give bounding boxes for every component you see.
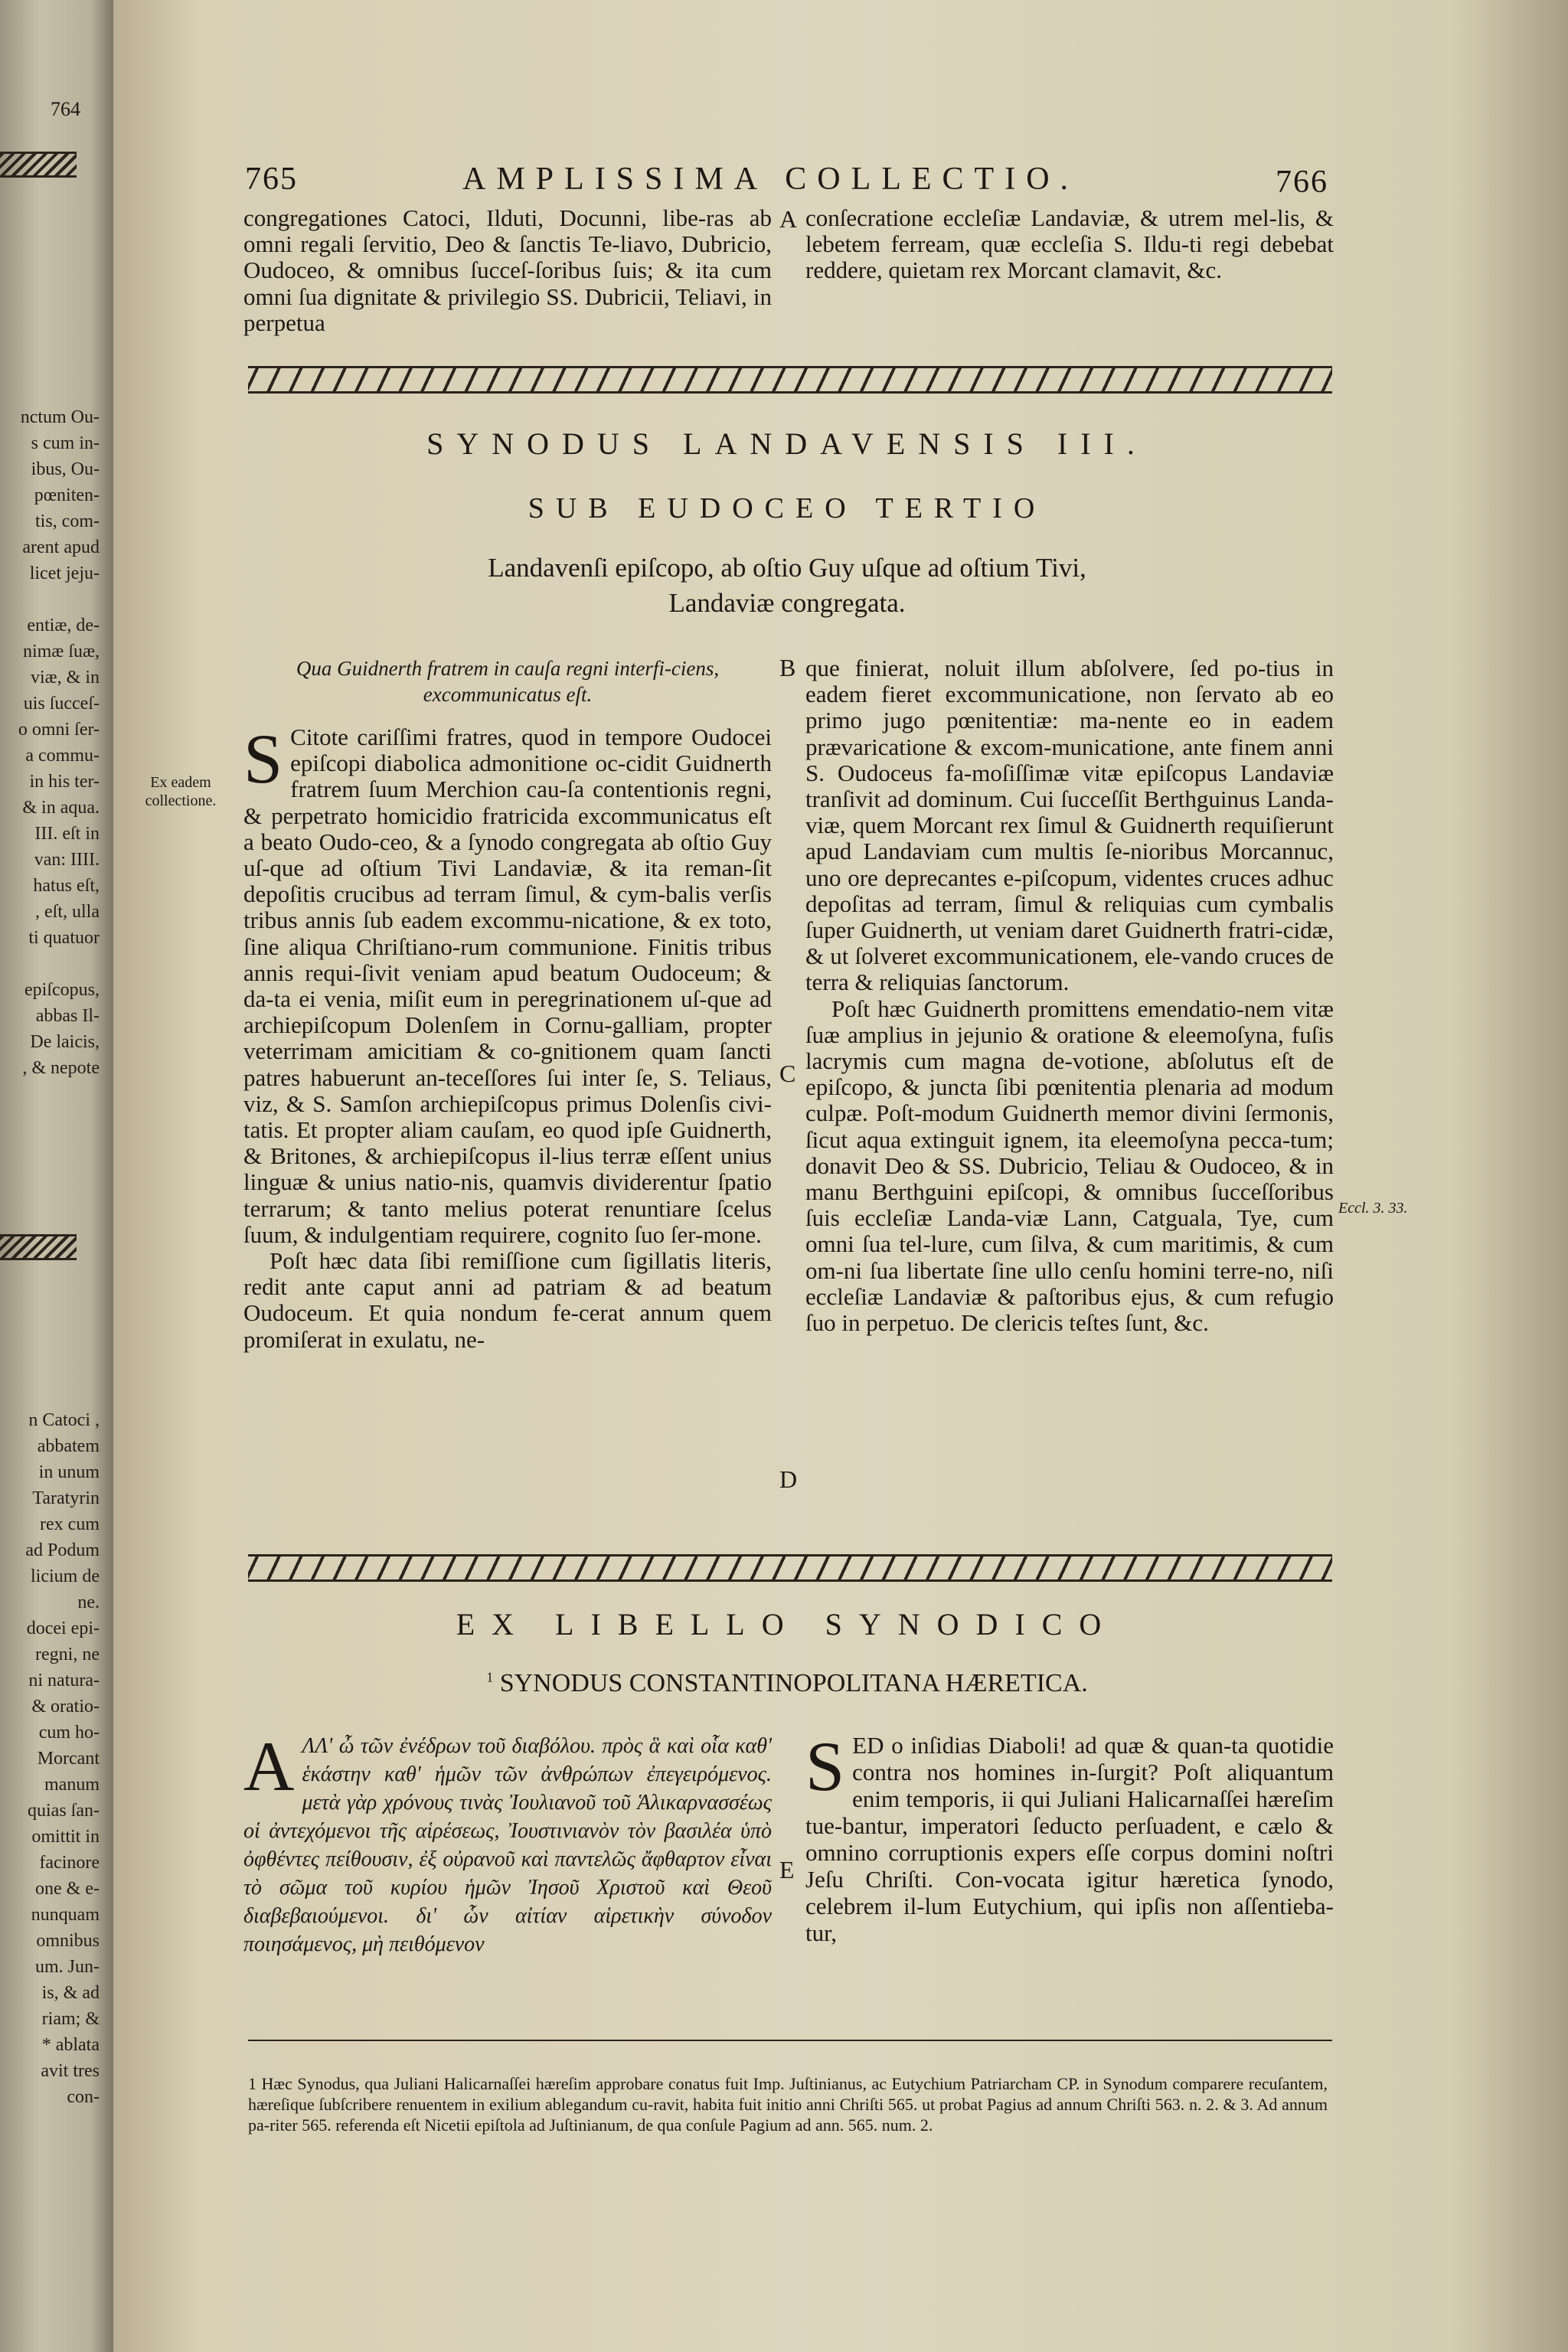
synod-right-column	[805, 655, 1334, 1336]
drop-cap: S	[243, 720, 283, 798]
synod-subtitle: SUB EUDOCEO TERTIO	[528, 492, 1047, 524]
facing-page-text-top: nctum Ou- s cum in- ibus, Ou- pœniten- tis, com- arent apud licet jeju- entiæ, de- nimæ ſuæ, viæ, & in uis ſucceſ- o omni ſer- a commu- in his ter- & in aqua. III. eſt in van: IIII. hatus eſt, , eſt, ulla ti quatuor epiſcopus, abbas Il- De laicis, , & nepote	[18, 407, 100, 1078]
latin-column	[805, 1727, 1334, 1946]
ornament-divider	[248, 1554, 1332, 1582]
synod-description-line1: Landavenſi epiſcopo, ab oſtio Guy uſque ad oſtium Tivi,	[488, 553, 1086, 583]
facing-page-number: 764	[51, 98, 80, 120]
libellus-title: EX LIBELLO SYNODICO	[456, 1607, 1119, 1642]
latin-drop-cap: S	[805, 1727, 845, 1805]
section-marker-d: D	[779, 1465, 798, 1493]
page-number-right: 766	[1276, 165, 1328, 200]
footnote-rule	[248, 2040, 1332, 2041]
margin-note-source: Ex eadem collectione.	[145, 774, 217, 809]
page-number-left: 765	[245, 162, 298, 197]
running-title: AMPLISSIMA COLLECTIO.	[462, 162, 1080, 197]
top-right-column: conſecratione eccleſiæ Landaviæ, & utrem mel-lis, & lebetem ferream, quæ eccleſia S. Ildu-ti regi debebat reddere, quietam rex Morcant clamavit, &c.	[805, 204, 1334, 284]
latin-text: ED o inſidias Diaboli! ad quæ & quan-ta quotidie contra nos homines in-ſurgit? Poſt aliquantum enim temporis, ii qui Juliani Halicarnaſſei hæreſim tue-bantur, imperatori ſeducto perſuadent, e cælo & omnino corruptionis expers eſſe corpus domini noſtri Jeſu Chriſti. Con-vocata igitur hæretica ſynodo, celebrem il-lum Eutychium, qui ipſis non aſſentieba-tur,	[805, 1732, 1334, 1946]
synod-left-paragraph-2: Poſt hæc data ſibi remiſſione cum ſigillatis literis, redit ante caput anni ad patriam & ad beatum Oudoceum. Et quia nondum fe-cerat annum quem promiſerat in exulatu, ne-	[243, 1247, 772, 1353]
synod-left-paragraph-1: Citote cariſſimi fratres, quod in tempore Oudocei epiſcopi diabolica admonitione oc-cidit Guidnerth fratrem ſuum Merchion cau-ſa contentionis regni, & perpetrato homicidio fratricida excommunicatus eſt a beato Oudo-ceo, & a ſynodo congregata ab oſtio Guy uſ-que ad oſtium Tivi Landaviæ, & ita reman-ſit depoſitis crucibus ad terram ſimul, & cym-balis verſis tribus annis ſub eadem excommu-nicatione, & ex toto, ſine aliqua Chriſtiano-rum communione. Finitis tribus annis requi-ſivit veniam apud beatum Oudoceum; & da-ta ei venia, miſit eum in peregrinationem uſ-que ad archiepiſcopum Dolenſem in Cornu-galliam, propter veterrimam amicitiam & co-gnitionem quam ſancti patres habuerunt an-teceſſores ſui inter ſe, S. Teliaus, viz, & S. Samſon archiepiſcopus primus Dolenſis civi-tatis. Et propter aliam cauſam, eo quod ipſe Guidnerth, & Britones, & archiepiſcopus il-lius terræ eſſent unius linguæ & unius natio-nis, quamvis dividerentur ſpatio terrarum; & tanto melius poterat renuntiare ſcelus ſuum, & indulgentiam requirere, cognito ſuo ſer-mone.	[243, 724, 772, 1248]
ornament-band	[0, 1234, 77, 1260]
greek-drop-cap: Α	[243, 1727, 295, 1805]
facing-page-fragment	[0, 0, 113, 2352]
synod-left-column	[243, 720, 772, 1353]
synod-right-paragraph-1: que finierat, noluit illum abſolvere, ſed po-tius in eadem fieret excommunicatione, non ſervato ab eo primo jugo pœnitentiæ: ma-nente eo in eadem prævaricatione & excom-municatione, ante finem anni S. Oudoceus fa-moſiſſimæ vitæ epiſcopus Landaviæ tranſivit ad dominum. Cui ſucceſſit Berthguinus Landa-viæ, quem Morcant rex ſimul & Guidnerth requiſierunt apud Landaviam cum multis ſe-nioribus Morcannuc, uno ore deprecantes e-piſcopum, videntes cruces adhuc depoſitas ad terram, ſimul & reliquias cum cymbalis ſuper Guidnerth, ut veniam daret Guidnerth fratri-cidæ, & ut ſolveret excommunicationem, ele-vando cruces de terra & reliquias ſanctorum.	[805, 655, 1334, 996]
greek-text: ΛΛ' ὦ τῶν ἐνέδρων τοῦ διαβόλου. πρὸς ἃ καὶ οἷα καθ' ἑκάστην καθ' ἡμῶν τῶν ἀνθρώπων ἐπεγειρόμενος. μετὰ γὰρ χρόνους τινὰς Ἰουλιανοῦ τοῦ Ἁλικαρνασσέως οἱ ἀντεχόμενοι τῆς αἱρέσεως, Ἰουστινιανὸν τὸν βασιλέα ὑπὸ ὀφθέντες πείθουσιν, ἐξ οὐρανοῦ καὶ παντελῶς ἄφθαρτον εἶναι τὸ σῶμα τοῦ κυρίου ἡμῶν Ἰησοῦ Χριστοῦ καὶ Θεοῦ διαβεβαιούμενοι. δι' ὧν αἰτίαν αἱρετικὴν σύνοδον ποιησάμενος, μὴ πειθόμενον	[243, 1734, 772, 1956]
synod-summary-heading: Qua Guidnerth fratrem in cauſa regni interfi-ciens, excommunicatus eſt.	[296, 657, 720, 706]
synod-title: SYNODUS LANDAVENSIS III.	[426, 426, 1148, 461]
synod-right-paragraph-2: Poſt hæc Guidnerth promittens emendatio-nem vitæ ſuæ amplius in jejunio & oratione & eleemoſyna, fuſis lacrymis cum magna de-votione, abſolutus eſt de epiſcopo, & juncta ſibi pœnitentia plenaria ad modum culpæ. Poſt-modum Guidnerth memor divini ſermonis, ſicut aqua extinguit ignem, ita eleemoſyna pecca-tum; donavit Deo & SS. Dubricio, Teliau & Oudoceo, & in manu Berthguini epiſcopi, & omnibus ſucceſſoribus ſuis eccleſiæ Landa-viæ Lann, Catguala, Tye, cum omni ſua tel-lure, cum ſilva, & cum maritimis, & cum om-ni ſua libertate ſine ullo cenſu homini terre-no, niſi eccleſiæ Landaviæ & paſtoribus ejus, & cum refugio ſuo in perpetuo. De clericis teſtes ſunt, &c.	[805, 995, 1334, 1337]
section-marker-b: B	[779, 654, 796, 681]
section-marker-c: C	[779, 1060, 796, 1087]
synod-description-line2: Landaviæ congregata.	[668, 588, 906, 618]
libellus-subtitle: SYNODUS CONSTANTINOPOLITANA HÆRETICA.	[499, 1669, 1088, 1697]
section-marker-a: A	[779, 205, 798, 233]
ornament-divider	[248, 366, 1332, 394]
margin-note-scripture: Eccl. 3. 33.	[1338, 1200, 1408, 1217]
main-page	[113, 0, 1568, 2352]
footnote-text: 1 Hæc Synodus, qua Juliani Halicarnaſſei hæreſim approbare conatus fuit Imp. Juſtinianus, ac Eutychium Patriarcham CP. in Synodum comparere recuſantem, hæreſique ſubſcribere renuentem in exilium ablegandum cu-ravit, habita fuit initio anni Chriſti 565. ut probat Pagius ad annum Chriſti 563. n. 2. & 3. Ad annum pa-riter 565. referenda eſt Nicetii epiſtola ad Juſtinianum, de qua conſule Pagium ad ann. 565. num. 2.	[248, 2074, 1328, 2135]
greek-column	[243, 1727, 772, 1958]
libellus-subtitle-line	[228, 1669, 1346, 1698]
footnote-reference: 1	[486, 1669, 494, 1685]
top-left-column: congregationes Catoci, Ilduti, Docunni, libe-ras ab omni regali ſervitio, Deo & ſanctis Te-liavo, Dubricio, Oudoceo, & omnibus ſucceſ-ſoribus ſuis; & ita cum omni ſua dignitate & privilegio SS. Dubricii, Teliavi, in perpetua	[243, 204, 772, 336]
section-marker-e: E	[779, 1856, 795, 1883]
ornament-band	[0, 152, 77, 178]
facing-page-text-bottom: n Catoci , abbatem in unum Taratyrin rex cum ad Podum licium de ne. docei epi- regni, ne ni natura- & oratio- cum ho- Morcant manum quias ſan- omittit in facinore one & e- nunquam omnibus um. Jun- is, & ad riam; & * ablata avit tres con-	[25, 1410, 100, 2107]
